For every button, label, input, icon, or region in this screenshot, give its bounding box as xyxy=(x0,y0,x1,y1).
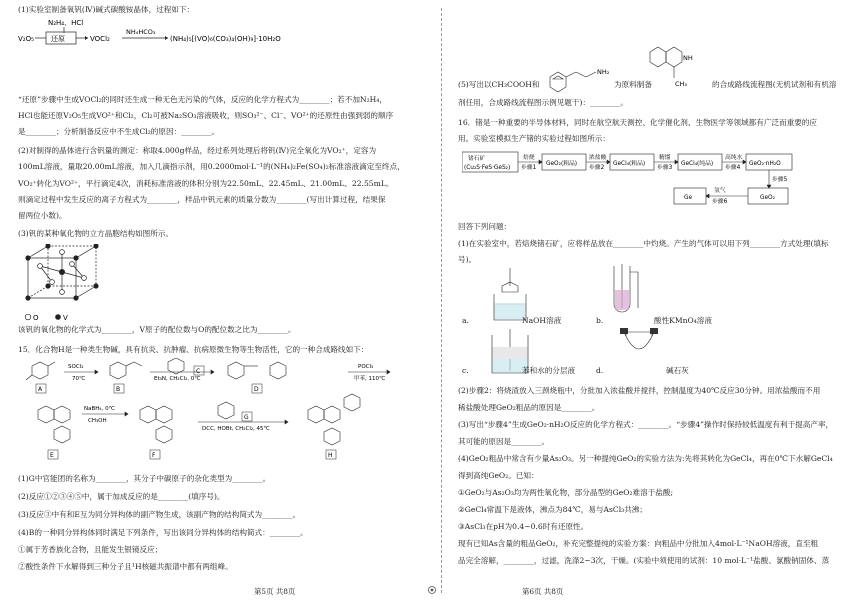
reagent-4: NaBH₄, 0℃ xyxy=(84,406,115,412)
option-c-label: c. xyxy=(462,366,469,375)
step6-label: 氢气 xyxy=(714,188,726,194)
step1-label: 焙烧 xyxy=(523,155,535,161)
q15-part1: (1)G中官能团的名称为________，其分子中碳原子的杂化类型为________。 xyxy=(18,474,271,483)
q16-part3-b: 其可能的原因是________。 xyxy=(458,437,550,446)
nh-label: NH xyxy=(683,54,693,62)
q14-part2-d: 则滴定过程中发生反应的离子方程式为________，样品中钒元素的质量分数为________(写出计算过程，结果保 xyxy=(18,195,386,204)
left-page xyxy=(18,0,413,608)
crystal-cell-diagram xyxy=(22,244,112,310)
struct-a xyxy=(32,362,48,379)
reagent-5: DCC, HOBt, CH₂Cl₂, 45℃ xyxy=(202,426,270,432)
q14-part1-c: 是________；分析制备反应中不生成Cl₂的原因：________。 xyxy=(18,127,220,136)
q16-part4-e: ③AsCl₃在pH为0.4~0.6时有还原性。 xyxy=(458,522,589,531)
label-c: C xyxy=(196,368,201,375)
q15-part4: (4)B的一种同分异构体同时满足下列条件，写出该同分异构体的结构简式：________。 xyxy=(18,528,308,537)
label-g: G xyxy=(244,414,249,421)
q16-part4-d: ②GeCl₄常温下是液体，沸点为84℃，易与AsCl₃共沸； xyxy=(458,505,647,514)
q16-stem-b: 用。实验室模拟生产锗的实验过程如图所示： xyxy=(458,134,610,143)
flow-box: 还原 xyxy=(51,35,65,43)
label-b: B xyxy=(116,386,121,393)
step3-label: 精馏 xyxy=(659,155,671,161)
box-geo2-hydrate: GeO₂·nH₂O xyxy=(749,161,781,167)
q14-part1-a: “还原”步骤中生成VOCl₂的同时还生成一种无色无污染的气体，反应的化学方程式为________；若不加N₂H₄， xyxy=(18,95,387,104)
option-d-label: d. xyxy=(596,366,604,375)
struct-e xyxy=(38,406,54,423)
q14-part3: (3)钒的某种氧化物的立方晶胞结构如图所示。 xyxy=(18,229,174,238)
option-b-label: b. xyxy=(596,316,604,325)
crystal-legend xyxy=(24,312,104,322)
label-h: H xyxy=(328,452,333,459)
q16-stem: 16．锗是一种重要的半导体材料，同时在航空航天测控、化学催化剂、生物医学等领域都有广泛而重要的应 xyxy=(458,118,817,127)
box-geo2: GeO₂ xyxy=(760,195,775,201)
struct-f xyxy=(140,406,156,423)
q16-part1-a: (1)在实验室中，若焙烧锗石矿，应将样品放在________中灼烧。产生的气体可以用下列________方式处理(填标 xyxy=(458,239,829,248)
option-a-label: a. xyxy=(462,316,469,325)
box-geo2-crude: GeO₂(粗品) xyxy=(546,161,578,167)
option-b-text: 酸性KMnO₄溶液 xyxy=(654,316,712,325)
apparatus-d xyxy=(614,326,664,372)
q14-part2-a: (2)对制得的晶体进行含钒量的测定：称取4.000g样品，经过系列处理后将钒(Ⅳ)完全氧化为VO₂⁺，定容为 xyxy=(18,146,377,155)
reagent-1b: 70℃ xyxy=(72,376,86,382)
column-divider xyxy=(441,8,442,593)
q14-part2-c: VO₂⁺转化为VO²⁺，平行滴定4次，消耗标准溶液的体积分别为22.50mL、22.45mL、21.00mL、22.55mL。 xyxy=(18,179,394,188)
page-footer-right: 第6页 共8页 xyxy=(522,587,564,596)
q14-part1: (1)实验室制备氧钒(Ⅳ)碱式碳酸铵晶体，过程如下： xyxy=(18,5,195,14)
step6-sub: 步骤6 xyxy=(712,199,728,205)
flow-start: V₂O₅ xyxy=(18,35,34,43)
reagent-3b: 甲苯, 110℃ xyxy=(354,376,386,382)
q15-part4-a: ①属于芳香族化合物，且能发生银镜反应； xyxy=(18,545,163,554)
germanium-process-flow xyxy=(462,150,852,216)
q15-stem: 15．化合物H是一种类生物碱，具有抗炎、抗肿瘤、抗病原微生物等生物活性，它的一种合成路线如下： xyxy=(18,345,369,354)
nh2-label: NH₂ xyxy=(597,68,610,76)
legend-o: O xyxy=(33,314,39,322)
q14-part2-e: 留两位小数)。 xyxy=(18,211,67,220)
label-f: F xyxy=(152,452,156,459)
step2-label: 浓盐酸 xyxy=(589,155,607,161)
q16-part2-b: 稀盐酸处理GeO₂粗品的原因是________。 xyxy=(458,403,600,412)
label-d: D xyxy=(254,386,259,393)
q16-part4-g: 品完全溶解，________，过滤，洗涤2~3次，干燥。(实验中须使用的试剂：10 mol·L⁻¹盐酸、氯酸钠固体、蒸 xyxy=(458,556,830,565)
q15-part2: (2)反应①②③④⑤中，属于加成反应的是________(填序号)。 xyxy=(18,492,225,501)
q16-part3-a: (3)写出“步骤4”生成GeO₂·nH₂O反应的化学方程式：________。“步骤4”操作时保持较低温度有利于提高产率， xyxy=(458,420,834,429)
struct-h xyxy=(308,406,324,423)
apparatus-b xyxy=(606,262,656,322)
reagent-1: SOCl₂ xyxy=(68,364,84,370)
ore-formula: (Cu₂S·FeS·GeS₂) xyxy=(464,165,511,171)
reagent-2: Et₃N, CH₂Cl₂, 0℃ xyxy=(154,376,201,382)
option-a-text: NaOH溶液 xyxy=(522,316,562,325)
step2-sub: 步骤2 xyxy=(589,165,605,171)
struct-d xyxy=(228,362,244,379)
q15-part5-c: 的合成路线流程图(无机试剂和有机溶 xyxy=(712,80,837,89)
q14-part2-b: 100mL溶液，量取20.00mL溶液，加入几滴指示剂，用0.2000mol·L⁻¹的(NH₄)₂Fe(SO₄)₂标准溶液滴定至终点， xyxy=(18,162,405,171)
q15-part5-a: (5)写出以CH₃COOH和 xyxy=(458,80,540,89)
box-ge: Ge xyxy=(684,195,693,201)
vanadium-flow-diagram xyxy=(18,17,348,51)
page-footer-left: 第5页 共8页 xyxy=(254,587,296,596)
label-e: E xyxy=(50,452,54,459)
legend-v-marker xyxy=(55,314,61,320)
label-a: A xyxy=(38,386,43,393)
ch3-label: CH₃ xyxy=(675,80,688,88)
right-page xyxy=(458,0,853,608)
q14-part1-b: HCl也能还原V₂O₅生成VO²⁺和Cl₂，Cl₂可被Na₂SO₃溶液吸收，则SO₃²⁻、Cl⁻、VO²⁺的还原性由强到弱的顺序 xyxy=(18,111,394,120)
q14-part3-a: 该钒的氧化物的化学式为________，V原子的配位数与O的配位数之比为________。 xyxy=(18,325,296,334)
struct-g xyxy=(218,402,234,419)
phenylethylamine-structure xyxy=(546,64,624,98)
q16-part4-f: 现有已知As含量的粗品GeO₂，补充完整提纯的实验方案：向粗品中分批加入4mol·L⁻¹NaOH溶液，直至粗 xyxy=(458,539,819,548)
center-circle-icon xyxy=(427,585,437,595)
struct-b xyxy=(110,362,126,379)
struct-c xyxy=(168,358,184,374)
q15-part4-b: ②酸性条件下水解得到三种分子且¹H核磁共振谱中都有两组峰。 xyxy=(18,562,233,571)
box-gecl4-crude: GeCl₄(粗品) xyxy=(613,161,646,167)
q15-part3: (3)反应③中有和E互为同分异构体的副产物生成，该副产物的结构简式为________。 xyxy=(18,510,301,519)
synthesis-scheme xyxy=(18,358,413,468)
legend-o-marker xyxy=(25,314,31,320)
flow-reagent2: NH₄HCO₃ xyxy=(126,28,156,36)
q16-part1-b: 号)。 xyxy=(458,255,477,264)
step4-sub: 步骤4 xyxy=(725,165,741,171)
legend-v: V xyxy=(63,314,68,322)
flow-mid: VOCl₂ xyxy=(90,35,110,43)
option-d-text: 碱石灰 xyxy=(666,366,689,375)
q15-part5-b: 为原料制备 xyxy=(614,80,652,89)
q16-part4-b: 得到高纯GeO₂。已知： xyxy=(458,471,539,480)
step1-sub: 步骤1 xyxy=(521,165,537,171)
q16-part4-c: ①GeO₂与As₂O₃均为两性氧化物，部分晶型的GeO₂难溶于盐酸; xyxy=(458,488,673,497)
step4-label: 高纯水 xyxy=(725,155,743,161)
box-gecl4-pure: GeCl₄(纯品) xyxy=(681,161,714,167)
q16-part2-a: (2)步骤2：将烧渣放入三颈烧瓶中，分批加入浓盐酸并搅拌，控制温度为40℃反应30分钟。用浓盐酸而不用 xyxy=(458,386,821,395)
reagent-4b: CH₃OH xyxy=(88,418,107,424)
step5-label: 步骤5 xyxy=(772,177,788,183)
step3-sub: 步骤3 xyxy=(657,165,673,171)
target-isoquinoline-structure xyxy=(646,38,706,102)
ore-label: 锗石矿 xyxy=(468,156,486,162)
flow-product: (NH₄)₅[(VO)₆(CO₃)₄(OH)₉]·10H₂O xyxy=(170,35,281,43)
option-c-text: 苯和水的分层液 xyxy=(522,366,576,375)
q16-part4-a: (4)GeO₂粗品中常含有少量As₂O₃。另一种提纯GeO₂的实验方法为:先将其转化为GeCl₄，再在0℃下水解GeCl₄ xyxy=(458,454,833,463)
reagent-3: POCl₃ xyxy=(358,364,374,370)
flow-reagent: N₂H₄、HCl xyxy=(48,19,84,27)
q15-part5-d: 剂任用，合成路线流程图示例见题干)：________。 xyxy=(458,98,629,107)
q16-intro: 回答下列问题： xyxy=(458,222,512,231)
